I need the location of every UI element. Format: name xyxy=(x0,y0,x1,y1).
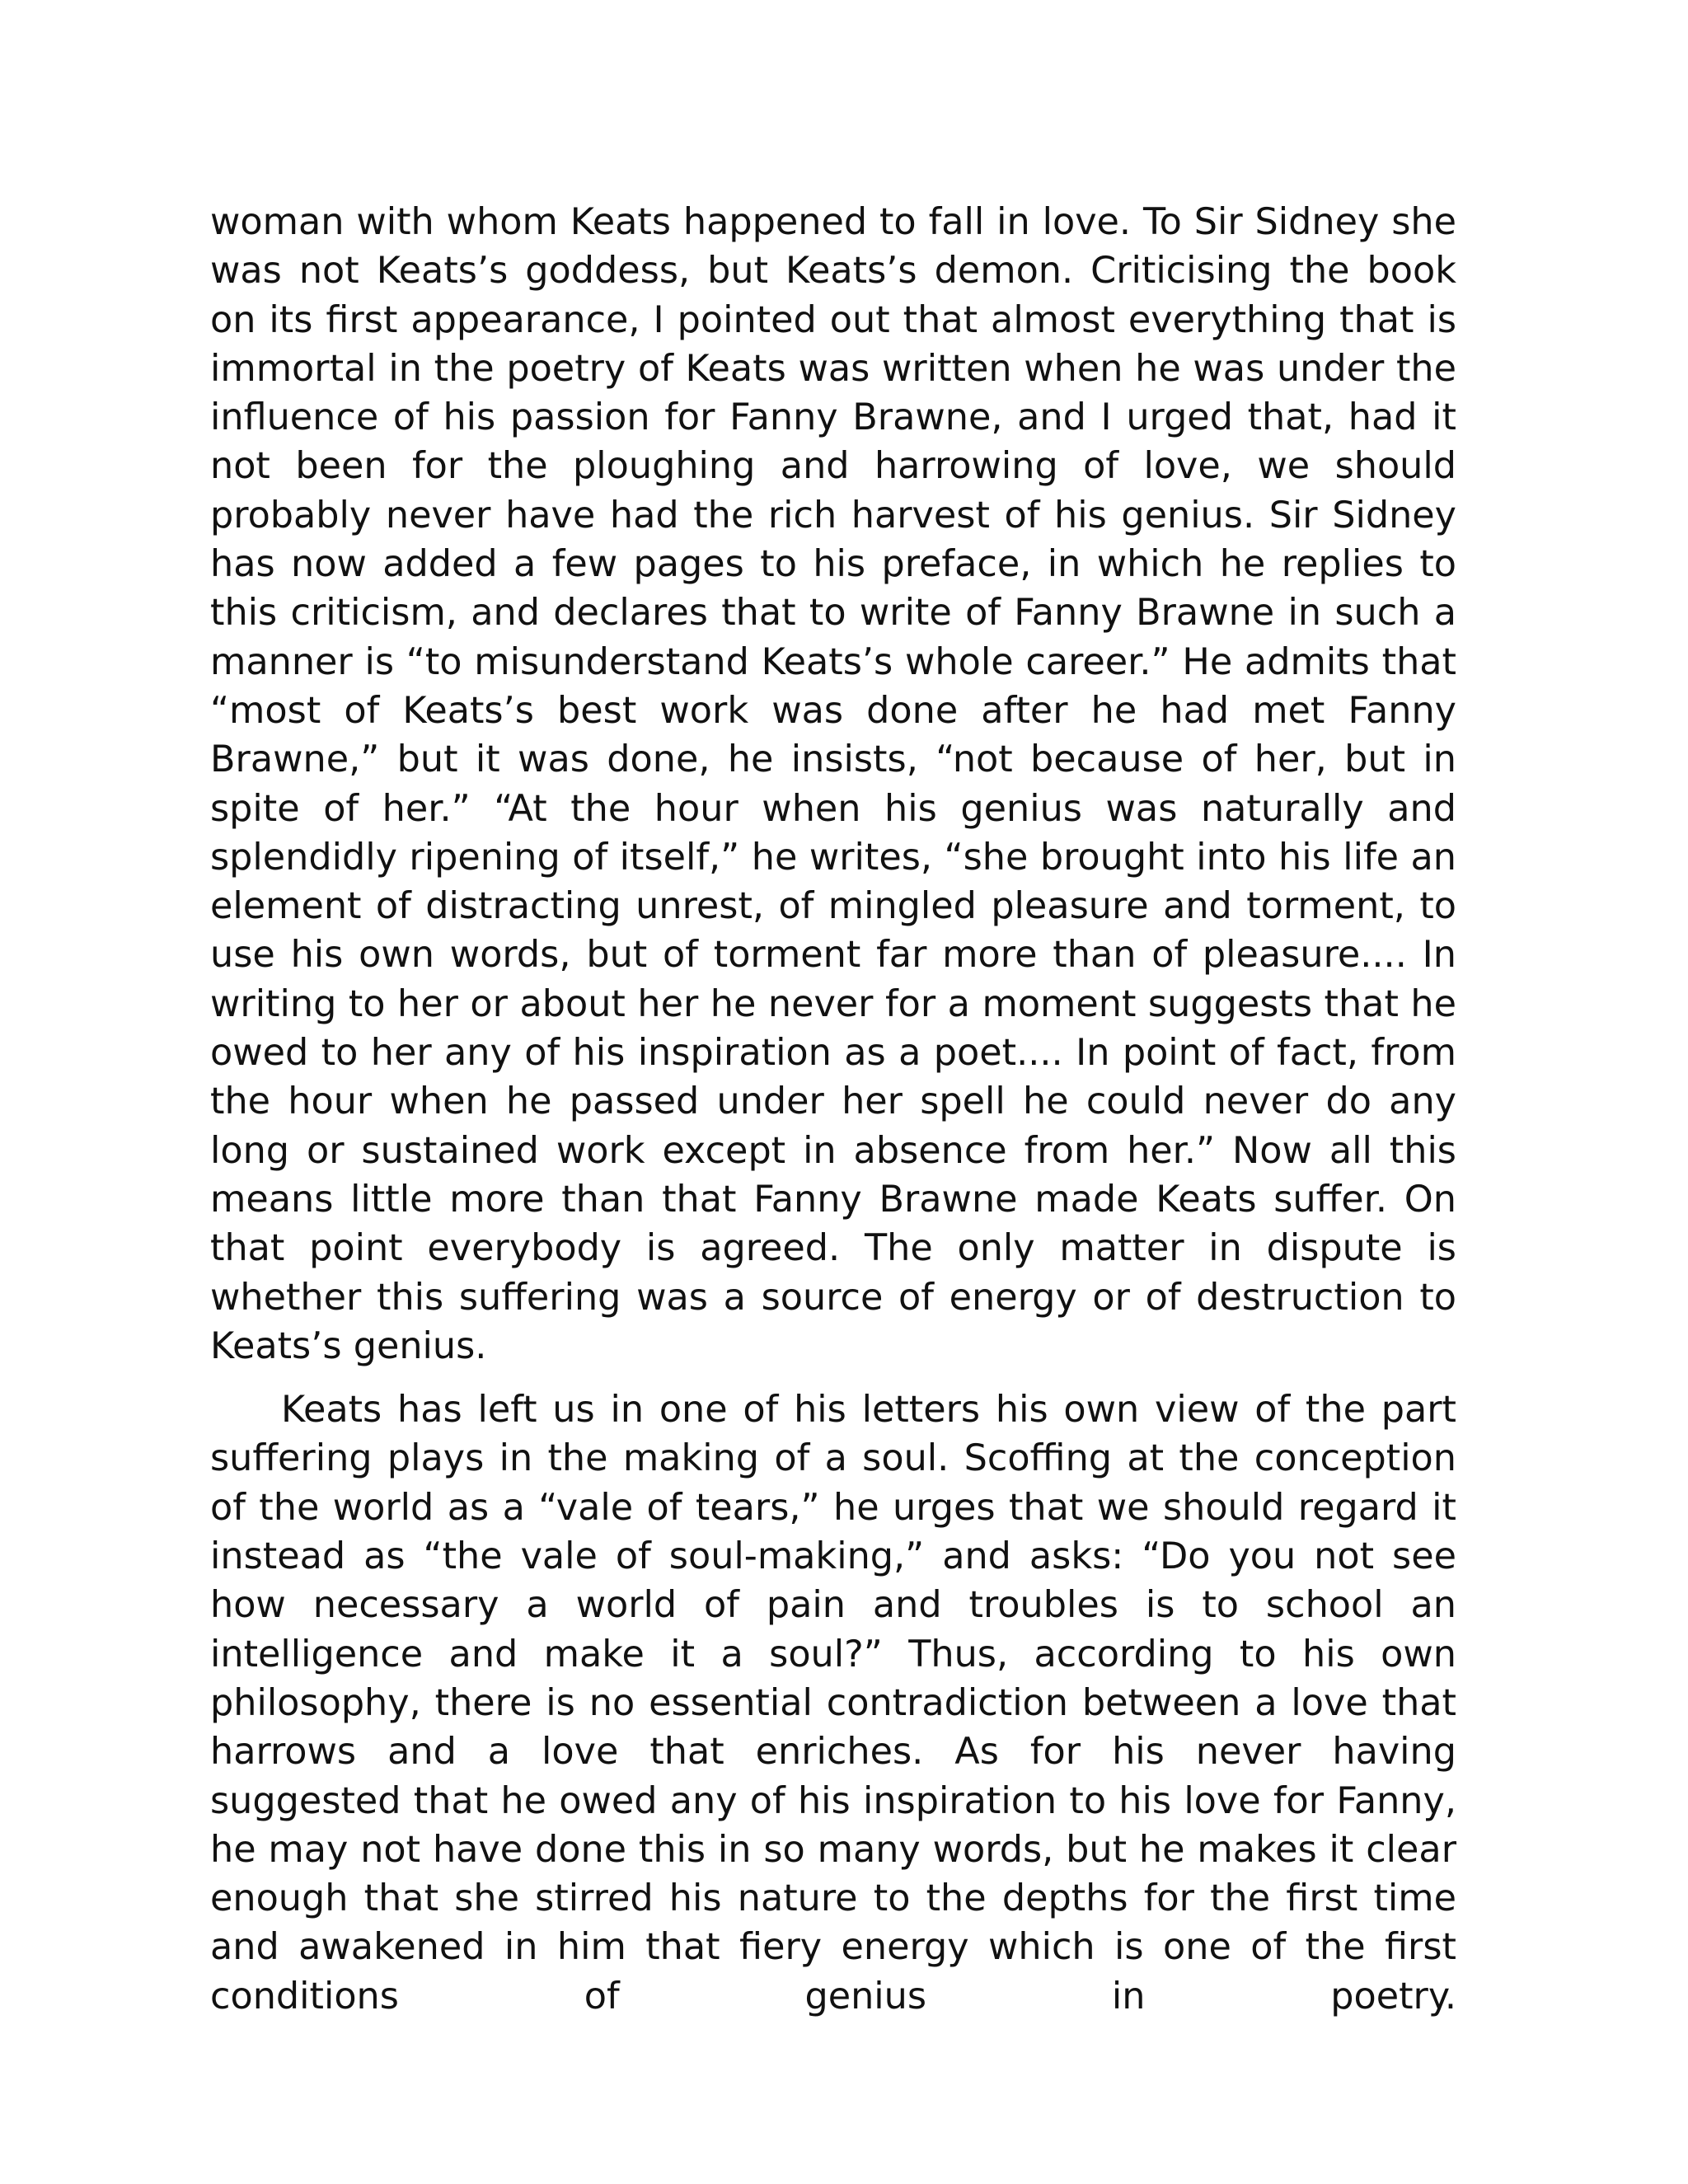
paragraph-1: woman with whom Keats happened to fall in love. To Sir Sidney she was not Keats’s goddess, but Keats’s demon. Criticising the book on its first appearance, I pointed out that almost everything that is immortal in the poetry of Keats was written when he was under the influence of his passion for Fanny Brawne, and I urged that, had it not been for the ploughing and harrowing of love, we should probably never have had the rich harvest of his genius. Sir Sidney has now added a few pages to his preface, in which he replies to this criticism, and declares that to write of Fanny Brawne in such a manner is “to misunderstand Keats’s whole career.” He admits that “most of Keats’s best work was done after he had met Fanny Brawne,” but it was done, he insists, “not because of her, but in spite of her.” “At the hour when his genius was naturally and splendidly ripening of itself,” he writes, “she brought into his life an element of distracting unrest, of mingled pleasure and torment, to use his own words, but of torment far more than of pleasure.... In writing to her or about her he never for a moment suggests that he owed to her any of his inspiration as a poet.... In point of fact, from the hour when he passed under her spell he could never do any long or sustained work except in absence from her.” Now all this means little more than that Fanny Brawne made Keats suffer. On that point everybody is agreed. The only matter in dispute is whether this suffering was a source of energy or of destruction to Keats’s genius. xyxy=(210,201,1456,1367)
body-text xyxy=(210,198,1456,2021)
paragraph-2: Keats has left us in one of his letters his own view of the part suffering plays in the making of a soul. Scoffing at the conception of the world as a “vale of tears,” he urges that we should regard it instead as “the vale of soul-making,” and asks: “Do you not see how necessary a world of pain and troubles is to school an intelligence and make it a soul?” Thus, according to his own philosophy, there is no essential contradiction between a love that harrows and a love that enriches. As for his never having suggested that he owed any of his inspiration to his love for Fanny, he may not have done this in so many words, but he makes it clear enough that she stirred his nature to the depths for the first time and awakened in him that fiery energy which is one of the first conditions of genius in poetry. xyxy=(210,1389,1456,2018)
